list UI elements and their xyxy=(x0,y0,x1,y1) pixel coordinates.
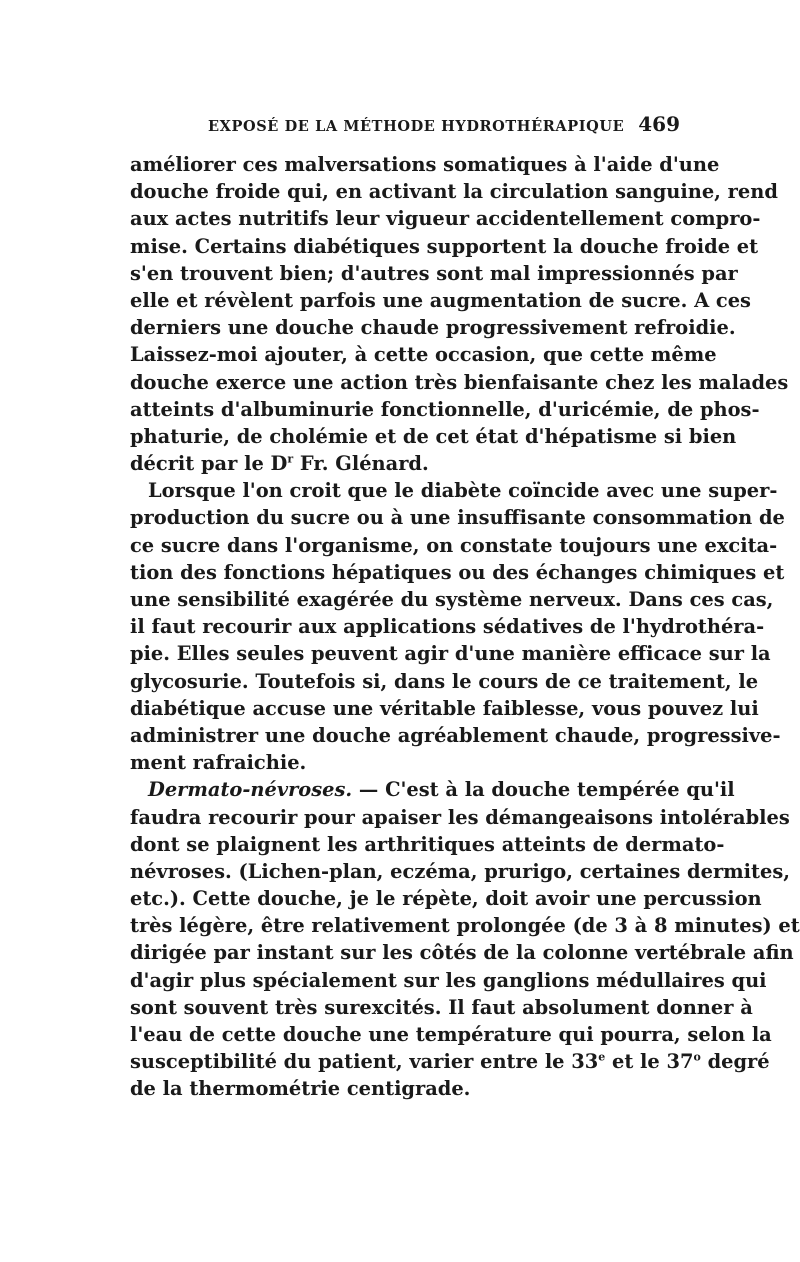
superscript: o xyxy=(693,1050,701,1064)
text-line: dirigée par instant sur les côtés de la colonne vertébrale afin xyxy=(130,941,794,965)
text-line: ce sucre dans l'organisme, on constate toujours une excita- xyxy=(130,533,778,557)
text-line: très légère, être relativement prolongée (de 3 à 8 minutes) et xyxy=(130,914,800,938)
text-line: tion des fonctions hépatiques ou des échanges chimiques et xyxy=(130,560,785,584)
text-line: glycosurie. Toutefois si, dans le cours de ce traitement, le xyxy=(130,669,759,693)
text-line: douche exerce une action très bienfaisante chez les malades xyxy=(130,370,789,394)
text-line: atteints d'albuminurie fonctionnelle, d'uricémie, de phos- xyxy=(130,397,760,421)
superscript: e xyxy=(598,1050,606,1064)
text-line: ment rafraichie. xyxy=(130,751,307,775)
text-line: d'agir plus spécialement sur les ganglions médullaires qui xyxy=(130,968,767,992)
text-run: — C'est à la douche tempérée qu'il xyxy=(352,778,735,802)
section-heading: Dermato-névroses. xyxy=(148,778,353,802)
text-line: administrer une douche agréablement chaude, progressive- xyxy=(130,723,781,747)
text-line: Lorsque l'on croit que le diabète coïncide avec une super- xyxy=(148,479,778,503)
text-run: décrit par le D xyxy=(130,452,288,476)
text-line: derniers une douche chaude progressivement refroidie. xyxy=(130,316,736,340)
text-line: aux actes nutritifs leur vigueur accidentellement compro- xyxy=(130,207,761,231)
paragraph xyxy=(130,477,785,776)
text-line xyxy=(130,1048,770,1075)
page-header xyxy=(130,112,680,144)
text-run: et le 37 xyxy=(605,1050,694,1074)
text-line: améliorer ces malversations somatiques à l'aide d'une xyxy=(130,153,720,176)
superscript: r xyxy=(287,452,294,466)
text-run: Fr. Glénard. xyxy=(293,452,429,476)
text-line: de la thermométrie centigrade. xyxy=(130,1077,471,1101)
paragraph xyxy=(130,776,800,1102)
text-line: production du sucre ou à une insuffisante consommation de xyxy=(130,506,785,530)
text-line: Laissez-moi ajouter, à cette occasion, que cette même xyxy=(130,343,717,367)
text-line: une sensibilité exagérée du système nerveux. Dans ces cas, xyxy=(130,588,774,611)
page-number: 469 xyxy=(638,112,680,136)
running-head: EXPOSÉ DE LA MÉTHODE HYDROTHÉRAPIQUE xyxy=(208,118,625,135)
text-line: s'en trouvent bien; d'autres sont mal impressionnés par xyxy=(130,261,738,285)
text-line xyxy=(130,776,735,803)
text-line: dont se plaignent les arthritiques atteints de dermato- xyxy=(130,832,725,856)
text-line: faudra recourir pour apaiser les démangeaisons intolérables xyxy=(130,805,790,829)
text-line: elle et révèlent parfois une augmentation de sucre. A ces xyxy=(130,288,751,312)
text-line: il faut recourir aux applications sédatives de l'hydrothéra- xyxy=(130,615,765,639)
text-line: mise. Certains diabétiques supportent la douche froide et xyxy=(130,234,759,258)
text-line: phaturie, de cholémie et de cet état d'hépatisme si bien xyxy=(130,424,737,448)
text-line: diabétique accuse une véritable faiblesse, vous pouvez lui xyxy=(130,696,759,720)
body-text xyxy=(130,151,800,1103)
text-line: pie. Elles seules peuvent agir d'une manière efficace sur la xyxy=(130,642,771,666)
text-run: degré xyxy=(700,1050,770,1074)
text-run: susceptibilité du patient, varier entre le 33 xyxy=(130,1050,599,1074)
text-line: l'eau de cette douche une température qui pourra, selon la xyxy=(130,1023,772,1046)
text-line: névroses. (Lichen-plan, eczéma, prurigo, certaines dermites, xyxy=(130,859,791,883)
text-line xyxy=(130,450,680,477)
text-line: douche froide qui, en activant la circulation sanguine, rend xyxy=(130,180,778,204)
text-line: etc.). Cette douche, je le répète, doit avoir une percussion xyxy=(130,887,762,911)
paragraph xyxy=(130,151,789,477)
text-line: sont souvent très surexcités. Il faut absolument donner à xyxy=(130,995,753,1019)
